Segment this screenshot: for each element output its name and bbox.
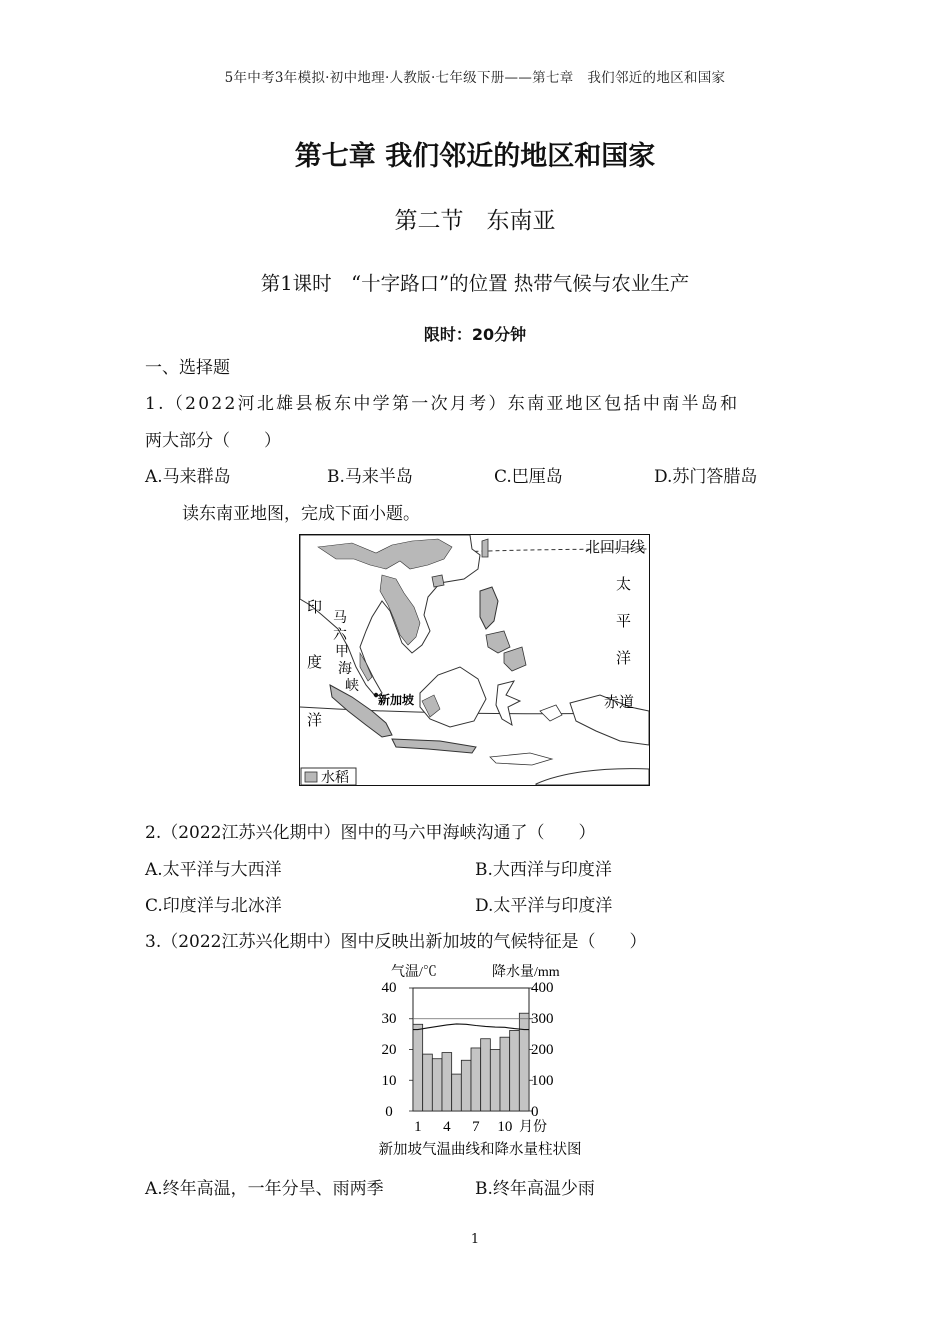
- q2-stem: 2.（2022江苏兴化期中）图中的马六甲海峡沟通了（ ）: [145, 823, 596, 843]
- q1-option-a[interactable]: A.马来群岛: [145, 467, 231, 487]
- y1-tick-0: 0: [385, 1104, 393, 1120]
- map-intro: 读东南亚地图，完成下面小题。: [182, 504, 420, 524]
- hainan-island: [432, 575, 444, 587]
- q1-option-d[interactable]: D.苏门答腊岛: [654, 467, 758, 487]
- chart-title: 新加坡气温曲线和降水量柱状图: [378, 1142, 582, 1158]
- section-title: 第二节 东南亚: [394, 208, 556, 234]
- x-tick-4: 4: [443, 1119, 451, 1135]
- chapter-title: 第七章 我们邻近的地区和国家: [294, 141, 656, 172]
- precip-bar-month-11: [510, 1030, 520, 1111]
- sulawesi-island: [496, 681, 520, 725]
- precip-bar-month-8: [481, 1039, 491, 1111]
- australia-coast: [536, 769, 649, 785]
- taiwan-island: [482, 539, 488, 557]
- y2-tick-300: 300: [531, 1011, 554, 1027]
- part-heading: 一、选择题: [145, 358, 230, 378]
- q2-option-d[interactable]: D.太平洋与印度洋: [475, 896, 613, 916]
- q1-option-b[interactable]: B.马来半岛: [327, 467, 413, 487]
- pacific-char-3: 洋: [616, 651, 632, 667]
- precip-bar-month-10: [500, 1037, 510, 1111]
- x-tick-7: 7: [472, 1119, 480, 1135]
- equator-label: 赤道: [604, 695, 635, 711]
- x-axis-label: 月份: [519, 1120, 547, 1135]
- q1-stem-line1: 1.（2022河北雄县板东中学第一次月考）东南亚地区包括中南半岛和: [145, 394, 740, 414]
- q3-option-b[interactable]: B.终年高温少雨: [475, 1179, 595, 1199]
- precip-bar-month-5: [452, 1074, 462, 1111]
- q2-option-a[interactable]: A.太平洋与大西洋: [145, 860, 282, 880]
- q3-option-a[interactable]: A.终年高温，一年分旱、雨两季: [145, 1179, 384, 1199]
- precip-bar-month-7: [471, 1048, 481, 1111]
- indian-char-2: 度: [307, 655, 323, 671]
- java-island: [392, 739, 476, 753]
- strait-char-1: 马: [333, 611, 347, 626]
- southeast-asia-map: [299, 534, 650, 786]
- luzon-island: [480, 587, 498, 629]
- precip-bar-month-4: [442, 1053, 452, 1111]
- precip-bar-month-12: [519, 1013, 529, 1111]
- precip-bar-month-2: [423, 1054, 433, 1111]
- legend-rice-label: 水稻: [321, 771, 349, 785]
- maluku-islands: [540, 705, 562, 721]
- q3-stem: 3.（2022江苏兴化期中）图中反映出新加坡的气候特征是（ ）: [145, 932, 647, 952]
- indian-char-1: 印: [307, 600, 323, 616]
- y1-tick-40: 40: [381, 980, 397, 996]
- legend-rice-swatch: [305, 772, 317, 782]
- q1-stem-line2: 两大部分（ ）: [145, 431, 281, 451]
- page-number: 1: [470, 1232, 480, 1247]
- x-tick-1: 1: [414, 1119, 422, 1135]
- philippines-south: [486, 631, 526, 671]
- tropic-label: 北回归线: [585, 540, 646, 556]
- lesson-title: 第1课时 “十字路口”的位置 热带气候与农业生产: [260, 272, 690, 295]
- strait-char-2: 六: [333, 628, 347, 643]
- strait-char-3: 甲: [335, 645, 349, 660]
- x-tick-10: 10: [497, 1119, 513, 1135]
- strait-char-5: 峡: [345, 679, 359, 694]
- q2-option-c[interactable]: C.印度洋与北冰洋: [145, 896, 282, 916]
- pacific-char-2: 平: [616, 614, 632, 630]
- singapore-climate-chart: [355, 958, 605, 1164]
- page-header: 5年中考3年模拟·初中地理·人教版·七年级下册——第七章 我们邻近的地区和国家: [224, 70, 726, 86]
- y2-tick-0: 0: [531, 1104, 539, 1120]
- y1-axis-label: 气温/℃: [391, 965, 437, 980]
- precip-bar-month-1: [413, 1024, 423, 1111]
- y2-tick-400: 400: [531, 980, 554, 996]
- y2-axis-label: 降水量/mm: [492, 965, 560, 980]
- y2-tick-100: 100: [531, 1073, 554, 1089]
- y1-tick-20: 20: [381, 1042, 397, 1058]
- singapore-label: 新加坡: [378, 693, 415, 707]
- indian-char-3: 洋: [307, 713, 323, 729]
- nusa-tenggara-islands: [490, 753, 552, 765]
- precip-bar-month-3: [432, 1059, 442, 1111]
- precip-bar-month-6: [461, 1060, 471, 1111]
- y2-tick-200: 200: [531, 1042, 554, 1058]
- y1-tick-10: 10: [381, 1073, 397, 1089]
- y1-tick-30: 30: [381, 1011, 397, 1027]
- pacific-char-1: 太: [616, 577, 632, 593]
- strait-char-4: 海: [338, 662, 352, 677]
- time-limit: 限时：20分钟: [423, 325, 527, 344]
- q2-option-b[interactable]: B.大西洋与印度洋: [475, 860, 612, 880]
- q1-option-c[interactable]: C.巴厘岛: [494, 467, 563, 487]
- precip-bar-month-9: [490, 1050, 500, 1112]
